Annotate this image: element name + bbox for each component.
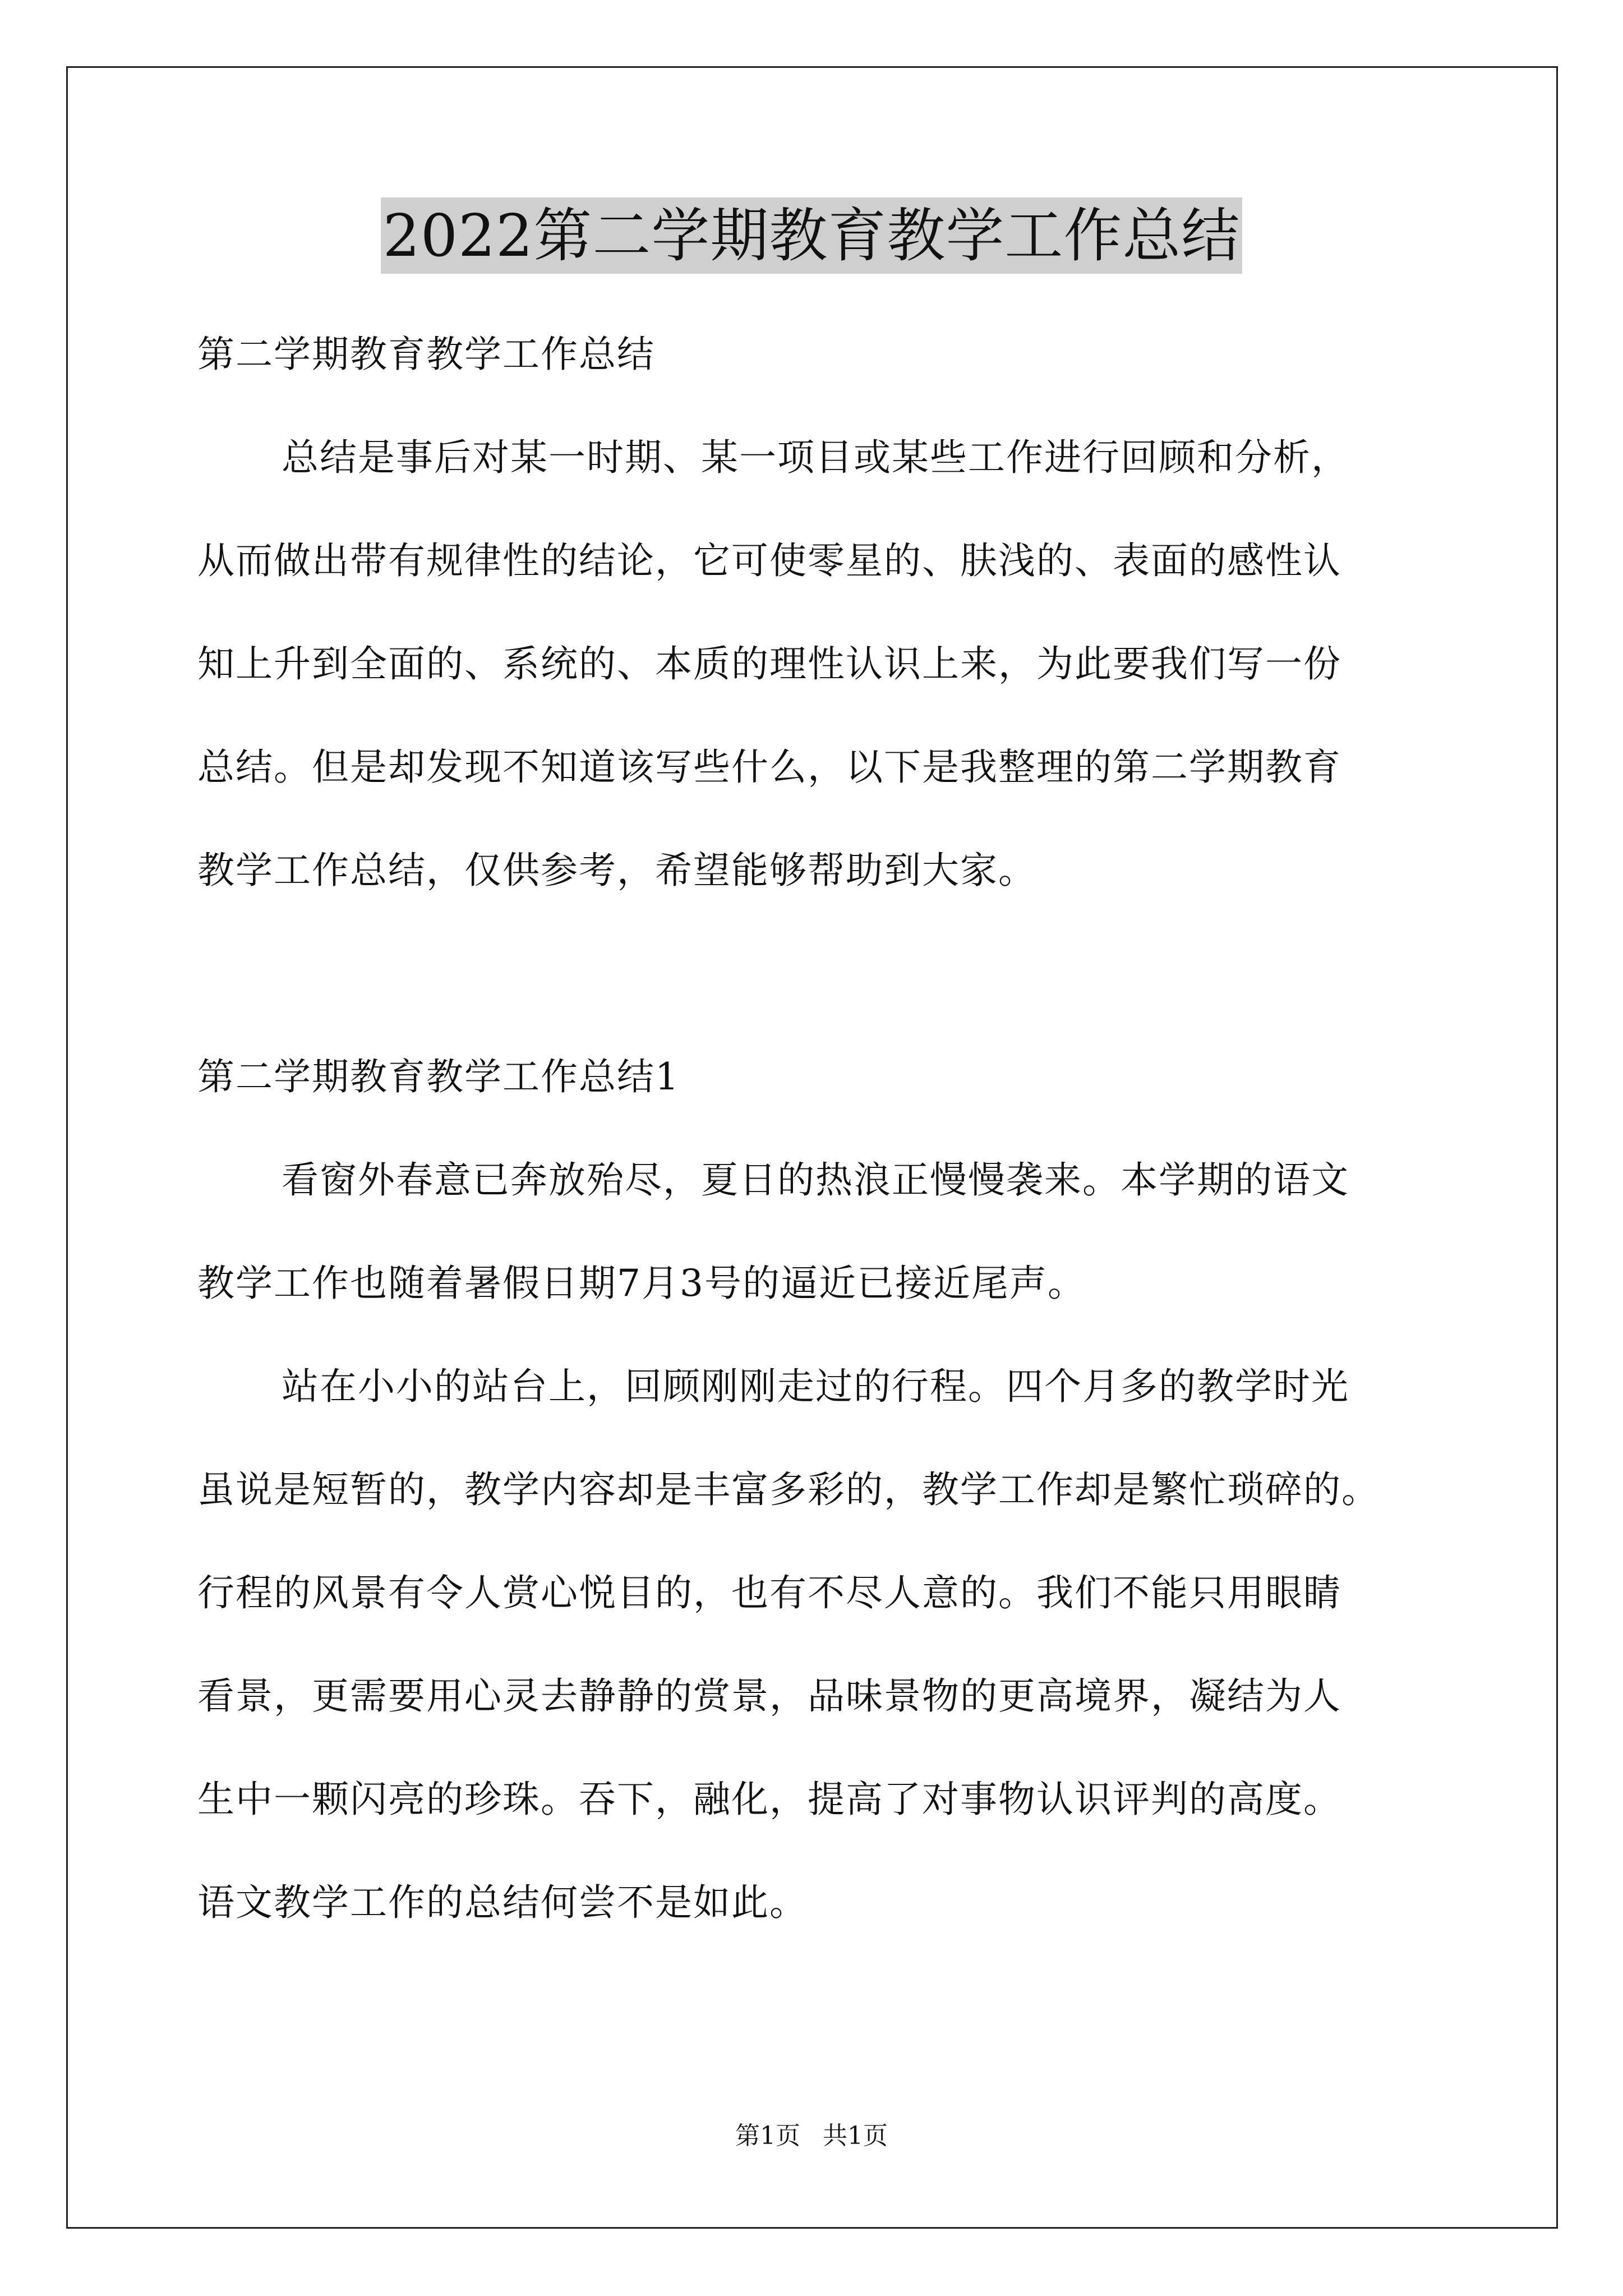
section-heading: 第二学期教育教学工作总结 xyxy=(197,333,655,376)
paragraph-line: 总结是事后对某一时期、某一项目或某些工作进行回顾和分析， xyxy=(282,436,1349,479)
paragraph-line: 行程的风景有令人赏心悦目的，也有不尽人意的。我们不能只用眼睛 xyxy=(197,1571,1341,1614)
paragraph-line: 生中一颗闪亮的珍珠。吞下，融化，提高了对事物认识评判的高度。 xyxy=(197,1778,1341,1821)
paragraph-line: 教学工作也随着暑假日期7月3号的逼近已接近尾声。 xyxy=(197,1262,1086,1305)
document-body xyxy=(197,303,1465,1954)
paragraph-line: 站在小小的站台上，回顾刚刚走过的行程。四个月多的教学时光 xyxy=(282,1365,1349,1408)
page-total: 共1页 xyxy=(823,2122,888,2150)
paragraph-line: 看窗外春意已奔放殆尽，夏日的热浪正慢慢袭来。本学期的语文 xyxy=(282,1158,1349,1202)
blank-line xyxy=(197,922,1465,1025)
paragraph-line: 看景，更需要用心灵去静静的赏景，品味景物的更高境界，凝结为人 xyxy=(197,1674,1341,1718)
section-heading: 第二学期教育教学工作总结1 xyxy=(197,1055,680,1098)
paragraph-line: 总结。但是却发现不知道该写些什么，以下是我整理的第二学期教育 xyxy=(197,746,1341,789)
paragraph-line: 从而做出带有规律性的结论，它可使零星的、肤浅的、表面的感性认 xyxy=(197,539,1341,582)
paragraph-line: 教学工作总结，仅供参考，希望能够帮助到大家。 xyxy=(197,849,1036,892)
page-number: 第1页 xyxy=(735,2122,800,2150)
title-container xyxy=(0,197,1623,274)
paragraph-line: 虽说是短暂的，教学内容却是丰富多彩的，教学工作却是繁忙琐碎的。 xyxy=(197,1468,1380,1511)
paragraph-line: 知上升到全面的、系统的、本质的理性认识上来，为此要我们写一份 xyxy=(197,642,1341,685)
page-footer xyxy=(0,2119,1623,2153)
paragraph-line: 语文教学工作的总结何尝不是如此。 xyxy=(197,1881,808,1924)
document-title: 2022第二学期教育教学工作总结 xyxy=(381,197,1243,274)
